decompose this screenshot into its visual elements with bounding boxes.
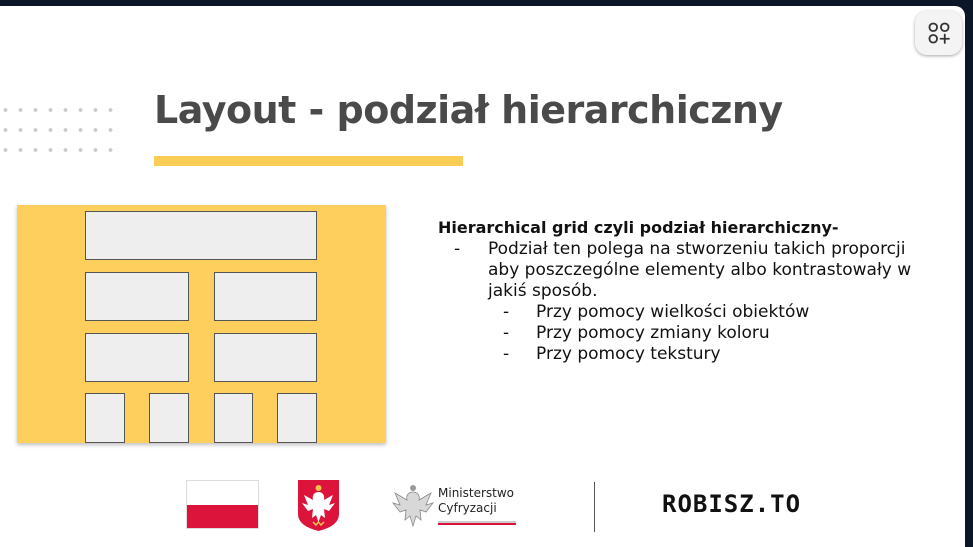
add-grid-icon [927, 21, 951, 45]
grid-cell [85, 211, 317, 260]
decorative-dots [0, 100, 122, 162]
grid-cell [85, 272, 189, 321]
ministry-name-line1: Ministerstwo [438, 486, 515, 500]
slides-add-button[interactable] [915, 11, 962, 55]
bullet-marker: - [503, 323, 510, 343]
ministry-logo [391, 480, 531, 532]
grid-cell [85, 333, 189, 382]
slide [0, 6, 965, 547]
grid-cell [214, 333, 317, 382]
sub-bullet-text: Przy pomocy wielkości obiektów [536, 302, 810, 322]
footer-divider [594, 482, 595, 532]
grid-cell [214, 272, 317, 321]
slide-title: Layout - podział hierarchiczny [154, 88, 783, 132]
bullet-item [438, 239, 938, 302]
sub-bullet-item [438, 344, 938, 365]
ministry-flag-bar [438, 521, 516, 525]
content-heading: Hierarchical grid czyli podział hierarchiczny- [438, 218, 839, 237]
bullet-text: Podział ten polega na stworzeniu takich proporcji aby poszczególne elementy albo kontrastowały w jakiś sposób. [488, 239, 912, 301]
polish-flag-icon [186, 480, 259, 529]
grid-cell [277, 393, 317, 443]
grid-cell [149, 393, 189, 443]
grid-cell [214, 393, 253, 443]
polish-emblem-icon [296, 478, 341, 532]
robisz-to-logo: ROBISZ.TO [662, 490, 802, 518]
ministry-name [438, 486, 514, 516]
hierarchical-grid-illustration [17, 205, 386, 443]
bullet-marker: - [503, 344, 510, 364]
title-underline [154, 156, 463, 166]
sub-bullet-text: Przy pomocy zmiany koloru [536, 323, 770, 343]
sub-bullet-item [438, 302, 938, 323]
slide-content [438, 217, 938, 365]
bullet-marker: - [454, 239, 461, 259]
sub-bullet-item [438, 323, 938, 344]
eagle-icon [391, 480, 435, 530]
footer-logos [0, 466, 965, 546]
bullet-marker: - [503, 302, 510, 322]
sub-bullet-text: Przy pomocy tekstury [536, 344, 721, 364]
grid-cell [85, 393, 125, 443]
ministry-name-line2: Cyfryzacji [438, 501, 497, 515]
